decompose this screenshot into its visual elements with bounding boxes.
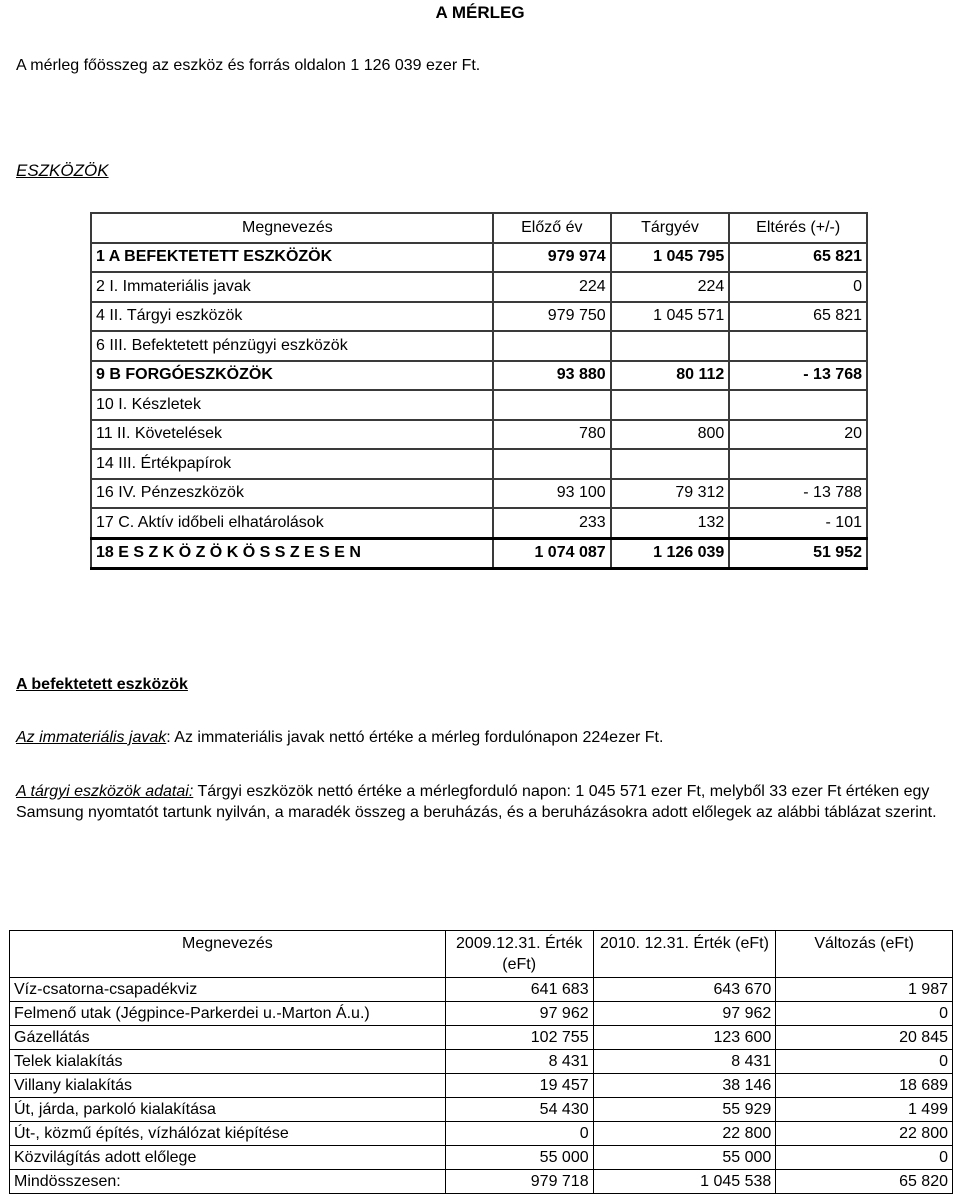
- row-curr: 800: [611, 420, 730, 450]
- row-name: 6 III. Befektetett pénzügyi eszközök: [91, 331, 493, 361]
- header-valtozas: Változás (eFt): [776, 931, 953, 978]
- row-name: Út-, közmű építés, vízhálózat kiépítése: [10, 1122, 446, 1146]
- table-row: [91, 243, 867, 273]
- header-megnevezes: Megnevezés: [91, 213, 493, 243]
- table-row: [91, 508, 867, 538]
- row-name: Mindösszesen:: [10, 1170, 446, 1194]
- row-prev: 979 750: [493, 302, 611, 332]
- row-diff: [729, 449, 867, 479]
- table-row: [10, 1026, 953, 1050]
- row-2010: 22 800: [593, 1122, 776, 1146]
- immat-text: : Az immateriális javak nettó értéke a mérleg fordulónapon 224ezer Ft.: [166, 729, 664, 746]
- table-row: [91, 449, 867, 479]
- row-diff: [729, 390, 867, 420]
- table-row: [10, 1074, 953, 1098]
- row-2010: 55 929: [593, 1098, 776, 1122]
- table-header-row: [91, 213, 867, 243]
- row-prev: 233: [493, 508, 611, 538]
- row-diff: - 101: [729, 508, 867, 538]
- immat-label: Az immateriális javak: [16, 729, 167, 746]
- row-change: 65 820: [776, 1170, 953, 1194]
- row-2010: 1 045 538: [593, 1170, 776, 1194]
- row-change: 1 987: [776, 978, 953, 1002]
- row-2010: 8 431: [593, 1050, 776, 1074]
- row-diff: 65 821: [729, 243, 867, 273]
- table-row: [91, 390, 867, 420]
- row-2010: 123 600: [593, 1026, 776, 1050]
- intro-text: A mérleg főösszeg az eszköz és forrás oldalon 1 126 039 ezer Ft.: [16, 57, 481, 74]
- table-header-row: [10, 931, 953, 978]
- row-prev: [493, 390, 611, 420]
- beruhazas-table: [9, 930, 953, 1194]
- table-row: [91, 331, 867, 361]
- targyi-label: A tárgyi eszközök adatai:: [16, 783, 194, 800]
- table-row: [91, 302, 867, 332]
- table-row: [10, 1098, 953, 1122]
- row-2010: 38 146: [593, 1074, 776, 1098]
- header-2010: 2010. 12.31. Érték (eFt): [593, 931, 776, 978]
- row-curr: 1 045 795: [611, 243, 730, 273]
- row-2009: 8 431: [445, 1050, 593, 1074]
- row-diff: - 13 788: [729, 479, 867, 509]
- row-prev: [493, 449, 611, 479]
- row-curr: 1 045 571: [611, 302, 730, 332]
- row-curr: 80 112: [611, 361, 730, 391]
- row-name: 10 I. Készletek: [91, 390, 493, 420]
- row-name: 4 II. Tárgyi eszközök: [91, 302, 493, 332]
- row-diff: 51 952: [729, 538, 867, 569]
- row-diff: 20: [729, 420, 867, 450]
- row-change: 0: [776, 1146, 953, 1170]
- header-megnevezes: Megnevezés: [10, 931, 446, 978]
- row-curr: 224: [611, 272, 730, 302]
- table-row: [91, 479, 867, 509]
- table-row: [10, 1122, 953, 1146]
- table-row: [10, 1146, 953, 1170]
- row-prev: 1 074 087: [493, 538, 611, 569]
- row-2009: 55 000: [445, 1146, 593, 1170]
- befektetett-heading: A befektetett eszközök: [16, 676, 188, 693]
- row-prev: [493, 331, 611, 361]
- row-2009: 97 962: [445, 1002, 593, 1026]
- row-name: Felmenő utak (Jégpince-Parkerdei u.-Marton Á.u.): [10, 1002, 446, 1026]
- row-diff: 0: [729, 272, 867, 302]
- header-elteres: Eltérés (+/-): [729, 213, 867, 243]
- row-name: Villany kialakítás: [10, 1074, 446, 1098]
- row-name: 14 III. Értékpapírok: [91, 449, 493, 479]
- total-row: [10, 1170, 953, 1194]
- row-prev: 979 974: [493, 243, 611, 273]
- row-name: 1 A BEFEKTETETT ESZKÖZÖK: [91, 243, 493, 273]
- table-row: [10, 1050, 953, 1074]
- row-prev: 93 100: [493, 479, 611, 509]
- row-name: Gázellátás: [10, 1026, 446, 1050]
- table-row: [10, 978, 953, 1002]
- eszkozok-table: [90, 212, 868, 570]
- table-row: [91, 361, 867, 391]
- row-name: 2 I. Immateriális javak: [91, 272, 493, 302]
- row-2009: 979 718: [445, 1170, 593, 1194]
- row-2010: 97 962: [593, 1002, 776, 1026]
- eszkozok-heading: ESZKÖZÖK: [16, 161, 109, 180]
- row-change: 0: [776, 1002, 953, 1026]
- table-row: [91, 420, 867, 450]
- row-2010: 643 670: [593, 978, 776, 1002]
- row-curr: [611, 449, 730, 479]
- targyi-paragraph: [16, 781, 946, 823]
- row-change: 1 499: [776, 1098, 953, 1122]
- row-2009: 102 755: [445, 1026, 593, 1050]
- row-prev: 224: [493, 272, 611, 302]
- row-prev: 93 880: [493, 361, 611, 391]
- row-curr: 132: [611, 508, 730, 538]
- total-row: [91, 538, 867, 569]
- row-curr: 1 126 039: [611, 538, 730, 569]
- row-change: 20 845: [776, 1026, 953, 1050]
- row-name: Telek kialakítás: [10, 1050, 446, 1074]
- row-diff: 65 821: [729, 302, 867, 332]
- row-name: 16 IV. Pénzeszközök: [91, 479, 493, 509]
- row-name: 9 B FORGÓESZKÖZÖK: [91, 361, 493, 391]
- header-2009: 2009.12.31. Érték (eFt): [445, 931, 593, 978]
- row-name: 11 II. Követelések: [91, 420, 493, 450]
- row-diff: - 13 768: [729, 361, 867, 391]
- row-2010: 55 000: [593, 1146, 776, 1170]
- row-change: 18 689: [776, 1074, 953, 1098]
- row-2009: 641 683: [445, 978, 593, 1002]
- header-elozo-ev: Előző év: [493, 213, 611, 243]
- row-name: Víz-csatorna-csapadékviz: [10, 978, 446, 1002]
- row-name: 17 C. Aktív időbeli elhatárolások: [91, 508, 493, 538]
- row-2009: 19 457: [445, 1074, 593, 1098]
- row-name: Közvilágítás adott előlege: [10, 1146, 446, 1170]
- immat-paragraph: [16, 729, 663, 747]
- row-curr: [611, 390, 730, 420]
- table-row: [91, 272, 867, 302]
- row-2009: 0: [445, 1122, 593, 1146]
- header-targyev: Tárgyév: [611, 213, 730, 243]
- row-2009: 54 430: [445, 1098, 593, 1122]
- table-row: [10, 1002, 953, 1026]
- targyi-text: Tárgyi eszközök nettó értéke a mérlegforduló napon: 1 045 571 ezer Ft, melyből 33 ezer Ft értéken egy Samsung nyomtatót tartunk nyilván, a maradék összeg a beruházás, és a beruházásokra adott előlegek az alábbi táblázat szerint.: [16, 783, 937, 821]
- row-change: 0: [776, 1050, 953, 1074]
- row-curr: 79 312: [611, 479, 730, 509]
- row-curr: [611, 331, 730, 361]
- row-change: 22 800: [776, 1122, 953, 1146]
- page-title: A MÉRLEG: [435, 3, 525, 22]
- row-prev: 780: [493, 420, 611, 450]
- row-name: Út, járda, parkoló kialakítása: [10, 1098, 446, 1122]
- row-name: 18 E S Z K Ö Z Ö K Ö S S Z E S E N: [91, 538, 493, 569]
- row-diff: [729, 331, 867, 361]
